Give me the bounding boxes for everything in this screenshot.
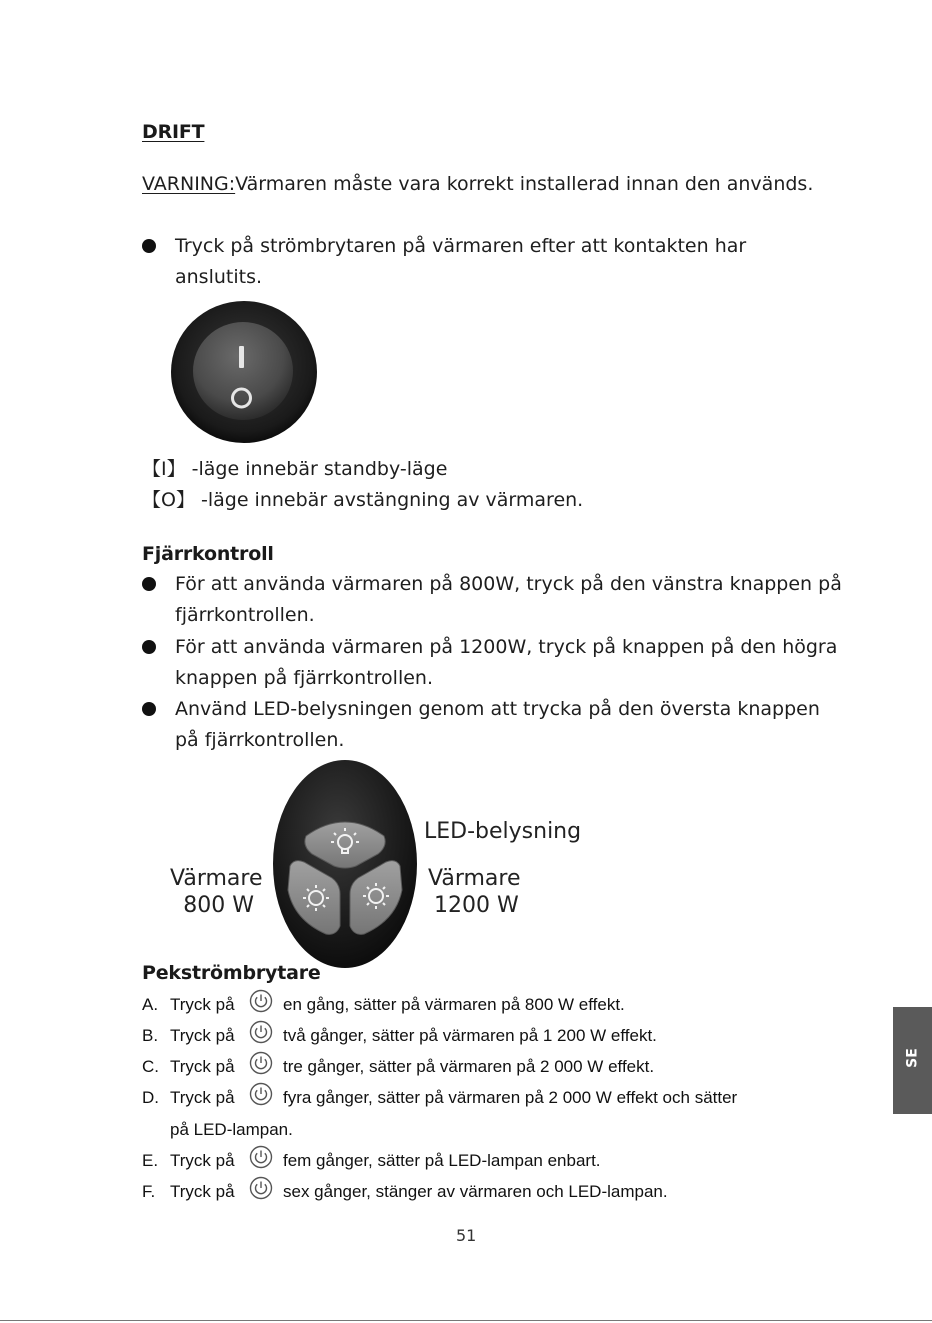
item-pre: Tryck på (170, 995, 235, 1014)
item-post: fem gånger, sätter på LED-lampan enbart. (283, 1151, 601, 1170)
power-icon (249, 1176, 273, 1200)
power-icon (249, 1082, 273, 1106)
bullet-dot (142, 577, 156, 591)
bullet-dot (142, 702, 156, 716)
touch-heading: Pekströmbrytare (142, 962, 321, 984)
bullet-dot (142, 239, 156, 253)
remote-bullet2-line1: För att använda värmaren på 1200W, tryck på knappen på den högra (175, 636, 838, 658)
remote-bullet2-line2: knappen på fjärrkontrollen. (175, 667, 434, 689)
remote-heading: Fjärrkontroll (142, 543, 274, 565)
left-heater-label-1: Värmare (170, 866, 263, 891)
item-continuation: på LED-lampan. (170, 1120, 293, 1139)
warning-label: VARNING: (142, 173, 236, 195)
bullet-dot (142, 640, 156, 654)
remote-bullet1-line2: fjärrkontrollen. (175, 604, 315, 626)
power-icon (249, 1020, 273, 1044)
bullet1-line2: anslutits. (175, 266, 263, 288)
item-letter: B. (142, 1026, 159, 1045)
item-pre: Tryck på (170, 1057, 235, 1076)
page-number: 51 (456, 1226, 477, 1245)
item-post: sex gånger, stänger av värmaren och LED-lampan. (283, 1182, 668, 1201)
warning-line (142, 173, 813, 195)
remote-bullet3-line1: Använd LED-belysningen genom att trycka på den översta knappen (175, 698, 820, 720)
right-heater-label-1: Värmare (428, 866, 521, 891)
rocker-switch-image (170, 300, 318, 446)
item-pre: Tryck på (170, 1182, 235, 1201)
power-icon (249, 1051, 273, 1075)
power-icon (249, 989, 273, 1013)
warning-text: Värmaren måste vara korrekt installerad innan den används. (235, 173, 814, 195)
language-tab (893, 1007, 932, 1114)
remote-bullet3-line2: på fjärrkontrollen. (175, 729, 345, 751)
language-tab-label: SE (904, 1048, 921, 1068)
item-post: tre gånger, sätter på värmaren på 2 000 W effekt. (283, 1057, 655, 1076)
item-pre: Tryck på (170, 1151, 235, 1170)
power-icon (249, 1145, 273, 1169)
item-letter: C. (142, 1057, 159, 1076)
left-heater-label-2: 800 W (183, 893, 254, 918)
remote-control-image (270, 758, 420, 970)
item-letter: F. (142, 1182, 156, 1201)
item-pre: Tryck på (170, 1088, 235, 1107)
bullet1-line1: Tryck på strömbrytaren på värmaren efter att kontakten har (175, 235, 747, 257)
led-label: LED-belysning (424, 819, 582, 844)
item-letter: A. (142, 995, 159, 1014)
section-title: DRIFT (142, 121, 205, 143)
item-post: fyra gånger, sätter på värmaren på 2 000 W effekt och sätter (283, 1088, 738, 1107)
item-letter: E. (142, 1151, 159, 1170)
item-pre: Tryck på (170, 1026, 235, 1045)
footer-divider (0, 1320, 932, 1321)
item-post: två gånger, sätter på värmaren på 1 200 W effekt. (283, 1026, 657, 1045)
mode-i-text: 【I】 -läge innebär standby-läge (142, 458, 448, 480)
item-letter: D. (142, 1088, 159, 1107)
right-heater-label-2: 1200 W (434, 893, 519, 918)
item-post: en gång, sätter på värmaren på 800 W effekt. (283, 995, 625, 1014)
mode-o-text: 【O】 -läge innebär avstängning av värmaren. (142, 489, 584, 511)
remote-bullet1-line1: För att använda värmaren på 800W, tryck på den vänstra knappen på (175, 573, 842, 595)
